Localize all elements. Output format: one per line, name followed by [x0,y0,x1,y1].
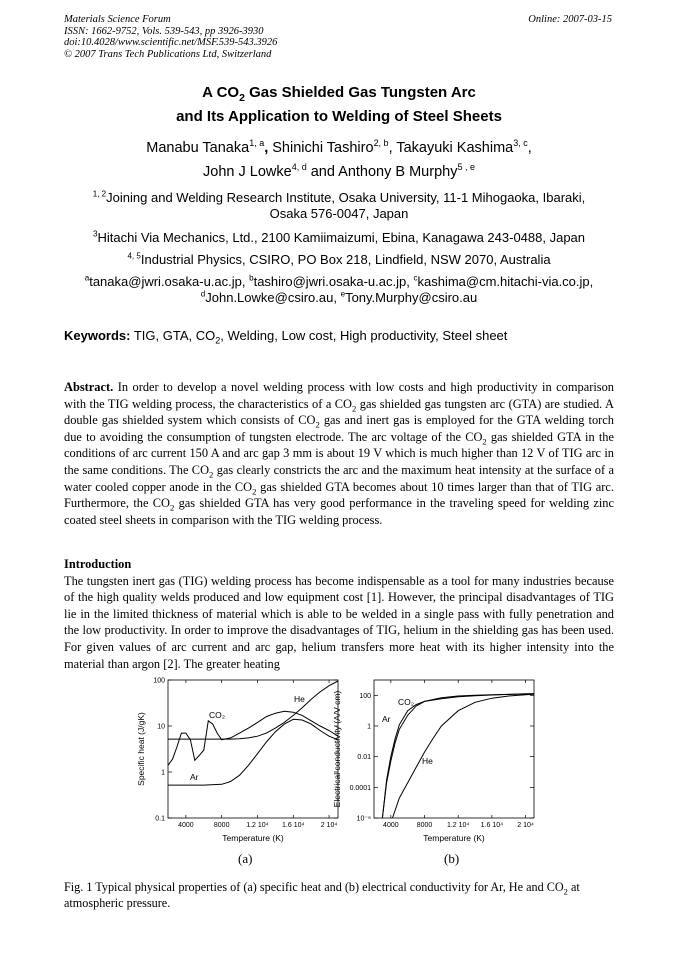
series-label-co2: CO₂ [398,697,415,707]
series-label-co2: CO₂ [209,710,226,720]
online-date: Online: 2007-03-15 [528,14,612,25]
series-label-he: He [422,756,433,766]
y-axis-label: Specific heat (J/gK) [136,712,146,786]
series-line-co2 [382,694,534,818]
y-axis-label: Electrical conductivity (A/V cm) [332,690,342,808]
copyright: © 2007 Trans Tech Publications Ltd, Switzerland [64,48,272,60]
authors-line2: John J Lowke$^{4, d}$ and Anthony B Murphy$^{5 , e}$ [203,162,475,180]
x-axis-label: Temperature (K) [222,833,284,843]
journal-name: Materials Science Forum [64,14,171,25]
x-tick-label: 1.6 10⁴ [282,822,305,829]
series-line-he [393,694,535,818]
author-emails: $^a$tanaka@jwri.osaka-u.ac.jp, $^b$tashiro@jwri.osaka-u.ac.jp, $^c$kashima@cm.hitachi-via.co.jp, $^d$John.Lowke@csiro.au, $^e$Tony.Murphy@csiro.au [84,273,594,305]
issn: ISSN: 1662-9752, Vols. 539-543, pp 3926-3930 [64,25,264,37]
series-line-he [168,681,338,739]
x-tick-label: 2 10⁴ [320,822,338,829]
series-label-he: He [294,694,305,704]
y-tick-label: 10 [157,723,165,731]
paper-title-line2: and Its Application to Welding of Steel Sheets [176,108,502,125]
series-label-ar: Ar [190,772,199,782]
affiliation-1: $^{1, 2}$Joining and Welding Research Institute, Osaka University, 11-1 Mihogaoka, Ibaraki, Osaka 576-0047, Japan [92,189,586,221]
figure-label-a: (a) [238,851,253,866]
introduction: Introduction The tungsten inert gas (TIG) welding process has become indispensable as a tool for many industries because of the high quality welds produced and low equipment cost [1]. However, the principal disadvantages of TIG lie in the limited thickness of material which is able to be welded in a single pass with fully penetration and the low productivity. In order to improve the disadvantages of TIG, helium in the shielding gas has been used. For given values of arc current and arc gap, helium transfers more heat with its higher intensity into the material than argon [2]. The greater heating [64,557,614,671]
y-tick-label: 1 [367,723,371,731]
journal-header [64,14,277,60]
x-tick-label: 4000 [178,822,194,829]
x-tick-label: 8000 [416,822,433,829]
affiliation-2: $^3$Hitachi Via Mechanics, Ltd., 2100 Kamiimaizumi, Ebina, Kanagawa 243-0488, Japan [92,229,586,245]
paper-title-line1: A $CO_2$ Gas Shielded Gas Tungsten Arc [202,84,476,104]
figure-caption: Fig. 1 Typical physical properties of (a) specific heat and (b) electrical conductivity for Ar, He and $CO_2$ at atmospheric pressure. [64,880,580,910]
y-tick-label: 0.1 [155,815,165,823]
affiliation-3: $^{4, 5}$Industrial Physics, CSIRO, PO Box 218, Lindfield, NSW 2070, Australia [127,251,551,267]
y-tick-label: 10⁻⁶ [356,815,371,823]
x-axis-label: Temperature (K) [423,833,485,843]
doi: doi:10.4028/www.scientific.net/MSF.539-543.3926 [64,37,278,48]
section-heading: Introduction [64,557,132,571]
figure-label-b: (b) [444,851,460,866]
series-label-ar: Ar [382,714,391,724]
series-line-ar [382,694,534,818]
authors-line1: Manabu Tanaka$^{1, a}$, Shinichi Tashiro$^{2, b}$, Takayuki Kashima$^{3, c}$, [146,138,532,156]
x-tick-label: 8000 [213,822,230,829]
plot-frame [168,680,338,818]
abstract: Abstract. In order to develop a novel welding process with low costs and high productivity in comparison with the TIG welding process, the characteristics of a $CO_2$ gas shielded gas tungsten arc (GTA) are studied. A double gas shielded system which consists of $CO_2$ gas and inert gas is employed for the GTA welding torch due to avoiding the consumption of tungsten electrode. The arc voltage of the $CO_2$ gas shielded GTA in the conditions of arc current 150 A and arc gap 3 mm is about 19 V which is much higher than 12 V of TIG arc in the same conditions. The $CO_2$ gas clearly constricts the arc and the maximum heat intensity at the surface of a water cooled copper anode in the $CO_2$ gas shielded GTA becomes about 10 times larger than that of TIG arc. Furthermore, the $CO_2$ gas shielded GTA has very good performance in the traveling speed for welding zinc coated steel sheets in comparison with the TIG welding process. [64,380,615,527]
x-tick-label: 4000 [383,822,399,829]
x-tick-label: 2 10⁴ [517,822,534,829]
y-tick-label: 1 [161,769,165,777]
y-tick-label: 100 [359,692,371,700]
electrical-conductivity-chart [326,672,544,846]
y-tick-label: 100 [153,677,165,685]
series-line-co2 [168,711,338,765]
y-tick-label: 0.01 [357,754,371,762]
x-tick-label: 1.2 10⁴ [246,822,269,829]
x-tick-label: 1.6 10⁴ [480,822,504,829]
keywords: Keywords: TIG, GTA, $CO_2$, Welding, Low cost, High productivity, Steel sheet [64,328,508,346]
y-tick-label: 0.0001 [349,784,371,792]
x-tick-label: 1.2 10⁴ [446,822,470,829]
specific-heat-chart [132,672,350,846]
